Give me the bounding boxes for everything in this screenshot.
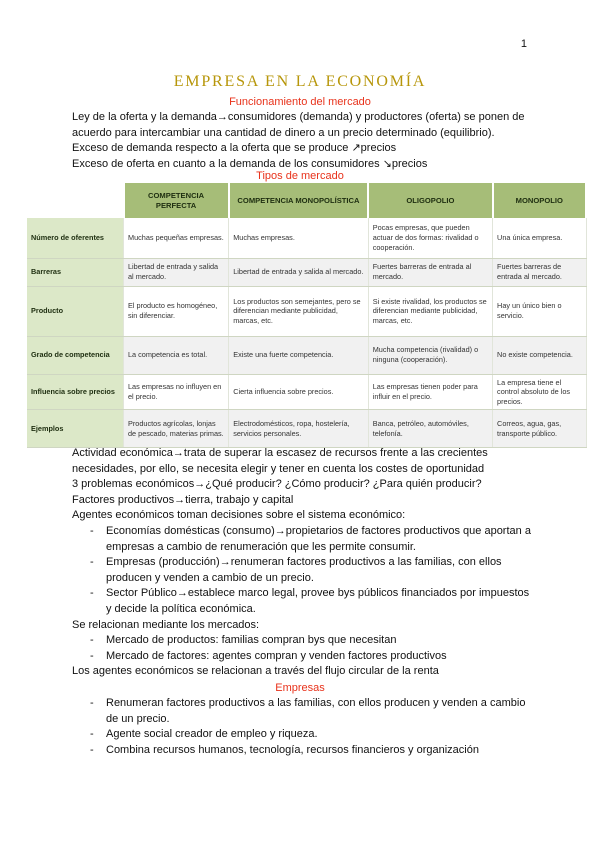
table-row [27,410,586,448]
table-cell: Electrodomésticos, ropa, hostelería, servicios personales. [229,410,369,448]
section-empresas [72,696,532,758]
table-cell: Fuertes barreras de entrada al mercado. [368,258,492,286]
table-cell: Correos, agua, gas, transporte público. [493,410,586,448]
column-header: COMPETENCIA PERFECTA [124,183,229,218]
table-cell: Las empresas no influyen en el precio. [124,374,229,410]
list-item: - Empresas (producción)→renumeran factores productivos a las familias, con ellos producen y venden a cambio de un precio. [72,555,532,586]
agents-list [72,524,532,618]
list-item: - Agente social creador de empleo y riqueza. [72,727,532,743]
table-cell: Fuertes barreras de entrada al mercado. [493,258,586,286]
row-header: Grado de competencia [27,336,124,374]
table-cell: Productos agrícolas, lonjas de pescado, materias primas. [124,410,229,448]
table-row [27,286,586,336]
table-row [27,374,586,410]
paragraph-exceso-oferta: Exceso de oferta en cuanto a la demanda de los consumidores ↘precios [72,157,428,170]
paragraph-agentes: Agentes económicos toman decisiones sobre el sistema económico: [72,509,406,522]
list-item: - Mercado de productos: familias compran bys que necesitan [72,633,532,649]
section-funcionamiento [72,110,532,172]
table-cell: Las empresas tienen poder para influir en el precio. [368,374,492,410]
table-row [27,258,586,286]
table-cell: Muchas pequeñas empresas. [124,218,229,258]
column-header: COMPETENCIA MONOPOLÍSTICA [229,183,369,218]
table-row [27,218,586,258]
section-actividad-economica [72,446,532,680]
list-item: - Sector Público→establece marco legal, provee bys públicos financiados por impuestos y decide la política económica. [72,586,532,617]
table-corner [27,183,124,218]
table-cell: La competencia es total. [124,336,229,374]
markets-list [72,633,532,664]
heading-empresas: Empresas [275,682,325,694]
table-cell: Banca, petróleo, automóviles, telefonía. [368,410,492,448]
table-cell: Cierta influencia sobre precios. [229,374,369,410]
table-header-row [27,183,586,218]
table-cell: Hay un único bien o servicio. [493,286,586,336]
market-types-table [27,183,587,448]
table-cell: Si existe rivalidad, los productos se diferencian mediante publicidad, marcas, etc. [368,286,492,336]
list-item: - Combina recursos humanos, tecnología, recursos financieros y organización [72,743,532,759]
heading-funcionamiento: Funcionamiento del mercado [229,96,371,108]
paragraph-flujo-circular: Los agentes económicos se relacionan a través del flujo circular de la renta [72,665,439,678]
table-cell: No existe competencia. [493,336,586,374]
page-title: EMPRESA EN LA ECONOMÍA [173,73,427,90]
list-item: - Mercado de factores: agentes compran y venden factores productivos [72,649,532,665]
list-item: - Economías domésticas (consumo)→propietarios de factores productivos que aportan a empresas a cambio de renumeración que les permite consumir. [72,524,532,555]
empresas-list [72,696,532,758]
paragraph-mercados-intro: Se relacionan mediante los mercados: [72,618,260,631]
table-cell: Libertad de entrada y salida al mercado. [124,258,229,286]
table-cell: Muchas empresas. [229,218,369,258]
table-row [27,336,586,374]
paragraph-ley-oferta: Ley de la oferta y la demanda→consumidores (demanda) y productores (oferta) se ponen de acuerdo para intercambiar una cantidad de dinero a un precio determinado (equilibrio). [72,111,525,139]
row-header: Producto [27,286,124,336]
table-cell: Existe una fuerte competencia. [229,336,369,374]
list-item: - Renumeran factores productivos a las familias, con ellos producen y venden a cambio de un precio. [72,696,532,727]
column-header: MONOPOLIO [493,183,586,218]
table-cell: El producto es homogéneo, sin diferenciar. [124,286,229,336]
page-number: 1 [520,38,527,50]
table-cell: Mucha competencia (rivalidad) o ninguna (cooperación). [368,336,492,374]
paragraph-problemas: 3 problemas económicos→¿Qué producir? ¿Cómo producir? ¿Para quién producir? [72,478,482,491]
table-cell: La empresa tiene el control absoluto de los precios. [493,374,586,410]
table-cell: Libertad de entrada y salida al mercado. [229,258,369,286]
row-header: Número de oferentes [27,218,124,258]
table-cell: Una única empresa. [493,218,586,258]
row-header: Barreras [27,258,124,286]
paragraph-factores: Factores productivos→tierra, trabajo y capital [72,493,294,506]
paragraph-exceso-demanda: Exceso de demanda respecto a la oferta que se produce ↗precios [72,142,397,155]
column-header: OLIGOPOLIO [368,183,492,218]
row-header: Ejemplos [27,410,124,448]
table-cell: Pocas empresas, que pueden actuar de dos formas: rivalidad o cooperación. [368,218,492,258]
row-header: Influencia sobre precios [27,374,124,410]
heading-tipos-mercado: Tipos de mercado [256,170,344,182]
paragraph-actividad: Actividad económica→trata de superar la escasez de recursos frente a las crecientes necesidades, por ello, se necesita elegir y tener en cuenta los costes de oportunidad [72,447,488,475]
table-cell: Los productos son semejantes, pero se diferencian mediante publicidad, marcas, etc. [229,286,369,336]
